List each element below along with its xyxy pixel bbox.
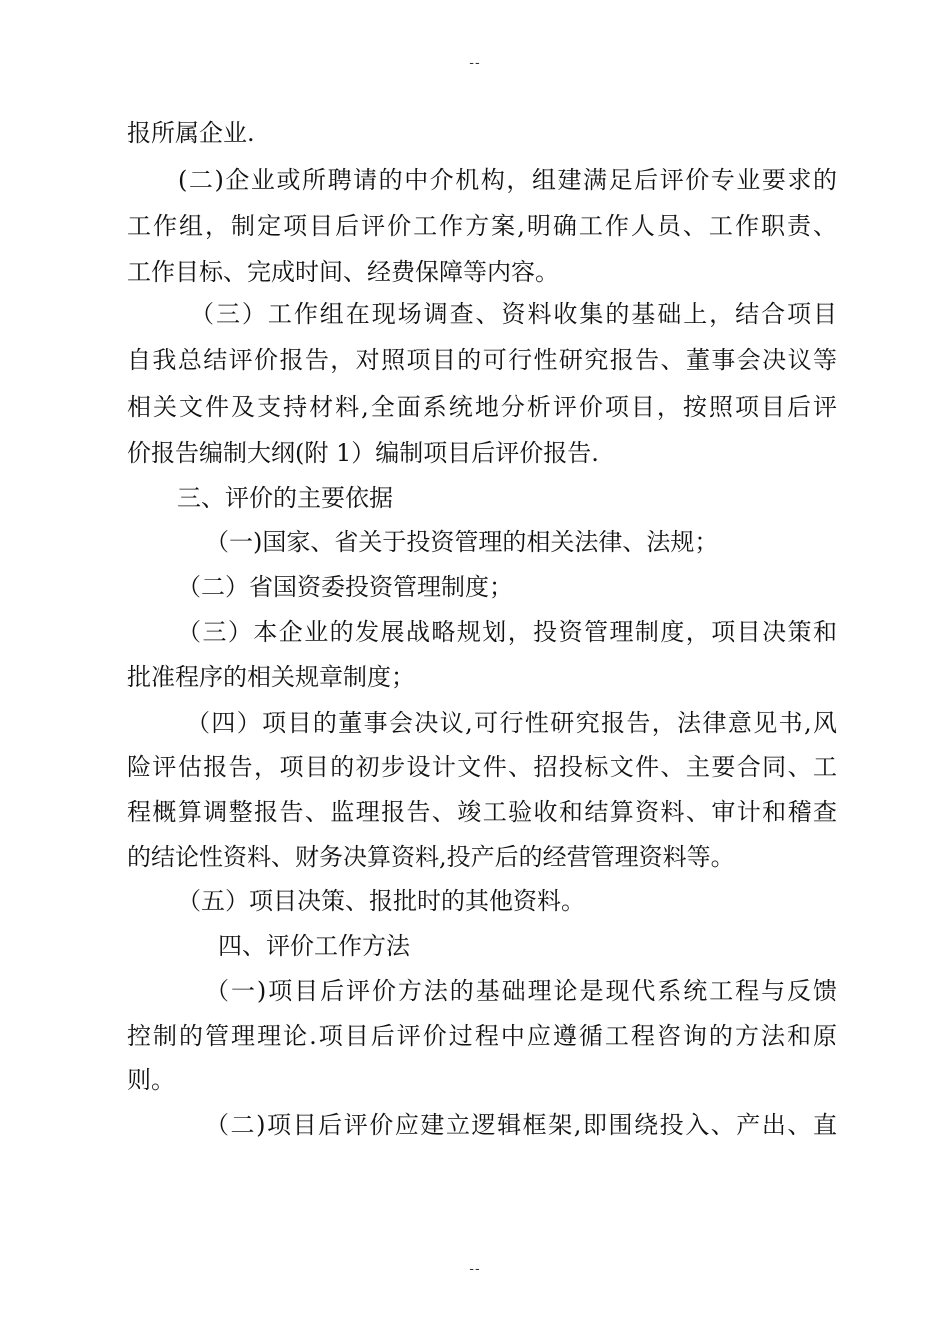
text-line: 控制的管理理论.项目后评价过程中应遵循工程咨询的方法和原 xyxy=(127,1022,837,1050)
text-line: 价报告编制大纲(附 1）编制项目后评价报告. xyxy=(127,439,599,467)
section-heading: 四、评价工作方法 xyxy=(218,932,410,960)
text-line: （五）项目决策、报批时的其他资料。 xyxy=(177,887,585,915)
text-line: （三）本企业的发展战略规划，投资管理制度，项目决策和 xyxy=(177,618,837,646)
text-line: 报所属企业. xyxy=(127,119,255,147)
text-line: 险评估报告，项目的初步设计文件、招投标文件、主要合同、工 xyxy=(127,753,837,781)
text-line: 程概算调整报告、监理报告、竣工验收和结算资料、审计和稽查 xyxy=(127,798,837,826)
text-line: （一)国家、省关于投资管理的相关法律、法规； xyxy=(205,528,719,556)
text-line: 工作组，制定项目后评价工作方案,明确工作人员、工作职责、 xyxy=(127,212,837,240)
text-line: （二）省国资委投资管理制度； xyxy=(177,573,513,601)
section-heading: 三、评价的主要依据 xyxy=(177,484,393,512)
text-line: （一)项目后评价方法的基础理论是现代系统工程与反馈 xyxy=(205,977,837,1005)
text-line: 则。 xyxy=(127,1066,175,1094)
text-line: （二)项目后评价应建立逻辑框架,即围绕投入、产出、直 xyxy=(205,1111,837,1139)
text-line: 的结论性资料、财务决算资料,投产后的经营管理资料等。 xyxy=(127,843,735,871)
text-line: 自我总结评价报告，对照项目的可行性研究报告、董事会决议等 xyxy=(127,346,837,374)
page-footer-marker: -- xyxy=(469,1262,481,1277)
text-line: （四）项目的董事会决议,可行性研究报告，法律意见书,风 xyxy=(186,709,837,737)
text-line: (二)企业或所聘请的中介机构，组建满足后评价专业要求的 xyxy=(178,166,837,194)
text-line: （三）工作组在现场调查、资料收集的基础上，结合项目 xyxy=(190,300,837,328)
text-line: 批准程序的相关规章制度； xyxy=(127,663,415,691)
page-header-marker: -- xyxy=(469,56,481,71)
text-line: 工作目标、完成时间、经费保障等内容。 xyxy=(127,258,559,286)
text-line: 相关文件及支持材料,全面系统地分析评价项目，按照项目后评 xyxy=(127,393,837,421)
